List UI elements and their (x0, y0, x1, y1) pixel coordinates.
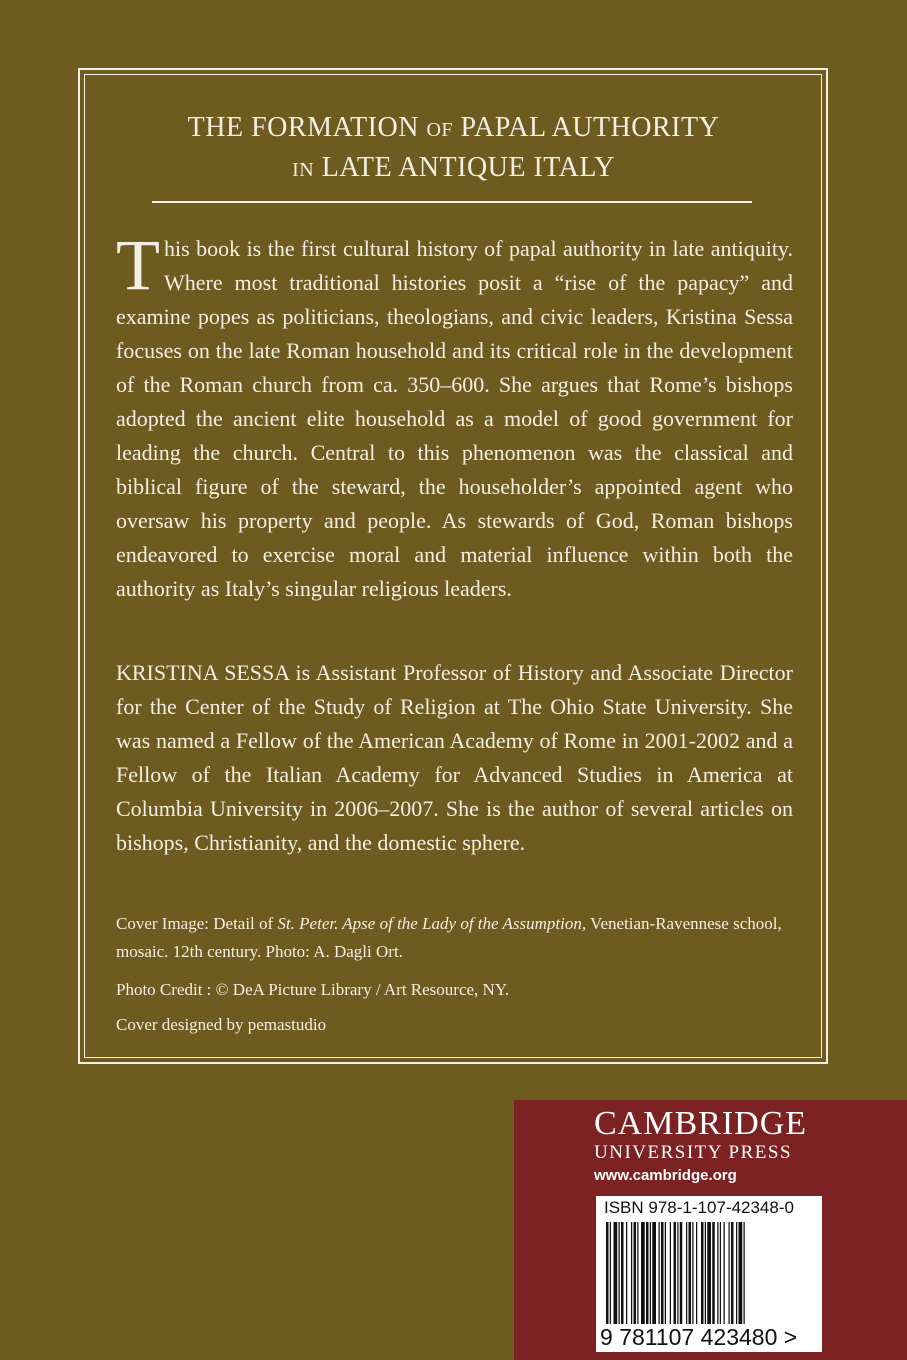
barcode-stripe (692, 1222, 693, 1324)
barcode-stripe (731, 1222, 734, 1324)
barcode-stripe (670, 1222, 671, 1324)
book-description (116, 225, 793, 606)
barcode-stripe (606, 1222, 609, 1324)
description-text: his book is the first cultural history of papal authority in late antiquity. Where most traditional histories posit a “rise of the papacy” and examine popes as politicians, theologians, and civic leaders, Kristina Sessa focuses on the late Roman household and its critical role in the development of the Roman church from ca. 350–600. She argues that Rome’s bishops adopted the ancient elite household as a model of good government for leading the church. Central to this phenomenon was the classical and biblical figure of the steward, the householder’s appointed agent who oversaw his property and people. As stewards of God, Roman bishops endeavored to exercise moral and material influence within both the authority as Italy’s singular religious leaders. (116, 236, 793, 601)
barcode-stripe (674, 1222, 677, 1324)
barcode-stripe (659, 1222, 660, 1324)
barcode-stripe (744, 1222, 745, 1324)
barcode-stripe (637, 1222, 638, 1324)
barcode-stripe (739, 1222, 743, 1324)
author-bio: KRISTINA SESSA is Assistant Professor of History and Associate Director for the Center of the Study of Religion at The Ohio State University. She was named a Fellow of the American Academy of Rome in 2001-2002 and a Fellow of the Italian Academy for Advanced Studies in America at Columbia University in 2006–2007. She is the author of several articles on bishops, Christianity, and the domestic sphere. (116, 660, 793, 855)
barcode-stripe (626, 1222, 627, 1324)
barcode-stripe (696, 1222, 697, 1324)
barcode-stripe (641, 1222, 645, 1324)
cover-image-credit: Cover Image: Detail of St. Peter. Apse of the Lady of the Assumption, Venetian-Ravennese school, mosaic. 12th century. Photo: A. Dagli Ort. (116, 914, 782, 961)
barcode-stripe (701, 1222, 704, 1324)
barcode-stripe (631, 1222, 632, 1324)
barcode-stripe (717, 1222, 718, 1324)
artwork-title: St. Peter. Apse of the Lady of the Assumption, (277, 914, 587, 933)
barcode-number: 9 781107 423480 > (600, 1324, 798, 1350)
barcode-stripe (646, 1222, 649, 1324)
isbn-label: ISBN 978-1-107-42348-0 (604, 1198, 794, 1217)
barcode-stripe (652, 1222, 656, 1324)
designer-credit: Cover designed by pemastudio (116, 1015, 327, 1034)
barcode-stripe (729, 1222, 730, 1324)
publisher-block (514, 1100, 907, 1360)
barcode-stripe (665, 1222, 666, 1324)
barcode-stripe (720, 1222, 721, 1324)
book-title-line-2: IN LATE ANTIQUE ITALY (292, 152, 615, 183)
barcode-stripe (610, 1222, 611, 1324)
barcode-stripe (707, 1222, 711, 1324)
barcode-stripe (661, 1222, 664, 1324)
barcode-stripe (650, 1222, 651, 1324)
barcode-stripe (680, 1222, 683, 1324)
publisher-name: CAMBRIDGE (594, 1105, 808, 1142)
barcode-stripe (621, 1222, 624, 1324)
book-title-line-1: THE FORMATION OF PAPAL AUTHORITY (187, 112, 720, 143)
barcode-stripe (689, 1222, 692, 1324)
barcode-stripe (614, 1222, 618, 1324)
barcode-stripe (686, 1222, 687, 1324)
barcode-stripe (736, 1222, 737, 1324)
photo-credit: Photo Credit : © DeA Picture Library / Art Resource, NY. (116, 980, 510, 999)
barcode-bars (606, 1222, 812, 1324)
barcode-stripe (712, 1222, 715, 1324)
drop-cap: T (116, 225, 160, 305)
barcode-stripe (677, 1222, 678, 1324)
publisher-subtitle: UNIVERSITY PRESS (594, 1142, 793, 1163)
barcode-stripe (619, 1222, 620, 1324)
barcode-stripe (724, 1222, 725, 1324)
barcode-stripe (634, 1222, 637, 1324)
title-divider (152, 201, 752, 203)
publisher-url: www.cambridge.org (594, 1167, 737, 1184)
barcode-stripe (705, 1222, 706, 1324)
barcode (596, 1196, 822, 1352)
